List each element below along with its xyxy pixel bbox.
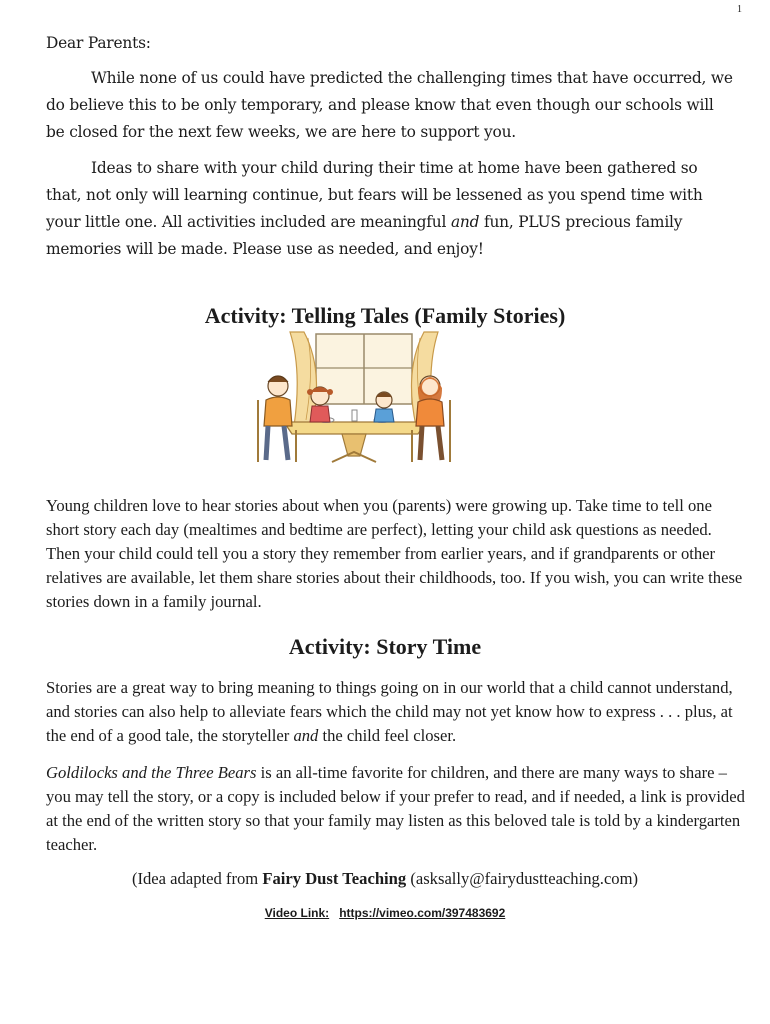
letter-paragraph-1: While none of us could have predicted the challenging times that have occurred, we do believe this to be only temporary, and please know that even though our schools will be closed for the next few weeks, we are here to support you.: [46, 69, 733, 141]
story-time-text-1-start: Stories are a great way to bring meaning to things going on in our world that a child cannot understand, and stories can also help to alleviate fears which the child may not yet know how to express . . . plus, at the end of a good tale, the storyteller: [46, 678, 733, 745]
paragraph-2-text-end: fun, PLUS precious family memories will be made. Please use as needed, and enjoy!: [46, 213, 683, 258]
credit-prefix: (Idea adapted from: [131, 869, 263, 888]
story-time-paragraph-1: [46, 676, 746, 748]
paragraph-2-text: Ideas to share with your child during their time at home have been gathered so that, not only will learning continue, but fears will be lessened as you spend time with your little one. All activities included are meaningful: [46, 159, 703, 231]
activity-1-heading: Activity: Telling Tales (Family Stories): [204, 303, 566, 328]
activity-1-text: [46, 494, 746, 614]
activity-2-heading: Activity: Story Time: [288, 634, 482, 659]
greeting: Dear Parents:: [46, 34, 151, 52]
story-time-text-2: [46, 761, 746, 857]
credit-email: (asksally@fairydustteaching.com): [406, 869, 639, 888]
telling-tales-paragraph: Young children love to hear stories about when you (parents) were growing up. Take time to tell one short story each day (mealtimes and bedtime are perfect), letting your child ask questions as needed. Then your child could tell you a story they remember from earlier years, and if grandparents or other relatives are available, let them share stories about their childhoods, too. If you wish, you can write these stories down in a family journal.: [46, 496, 743, 611]
credit-source: Fairy Dust Teaching: [262, 869, 407, 888]
story-time-paragraph-2: [46, 761, 746, 857]
family-dinner-table-illustration: [254, 330, 454, 468]
story-time-text-1: [46, 676, 746, 748]
video-link-label: Video Link:: [264, 906, 330, 920]
letter-paragraph-2: [46, 155, 736, 263]
book-title: Goldilocks and the Three Bears: [46, 763, 257, 782]
video-link-line: [0, 906, 770, 920]
page-number: 1: [737, 4, 742, 15]
video-link-url[interactable]: https://vimeo.com/397483692: [339, 906, 506, 920]
story-time-text-1-end: the child feel closer.: [318, 726, 457, 745]
idea-credit: [0, 869, 770, 889]
letter: [46, 30, 736, 263]
emphasis-and: and: [450, 213, 480, 231]
story-time-text-2-rest: is an all-time favorite for children, and there are many ways to share – you may tell the story, or a copy is included below if your prefer to read, and if needed, a link is provided at the end of the written story so that your family may listen as this beloved tale is told by a kindergarten teacher.: [46, 763, 745, 854]
emphasis-and-2: and: [293, 726, 319, 745]
